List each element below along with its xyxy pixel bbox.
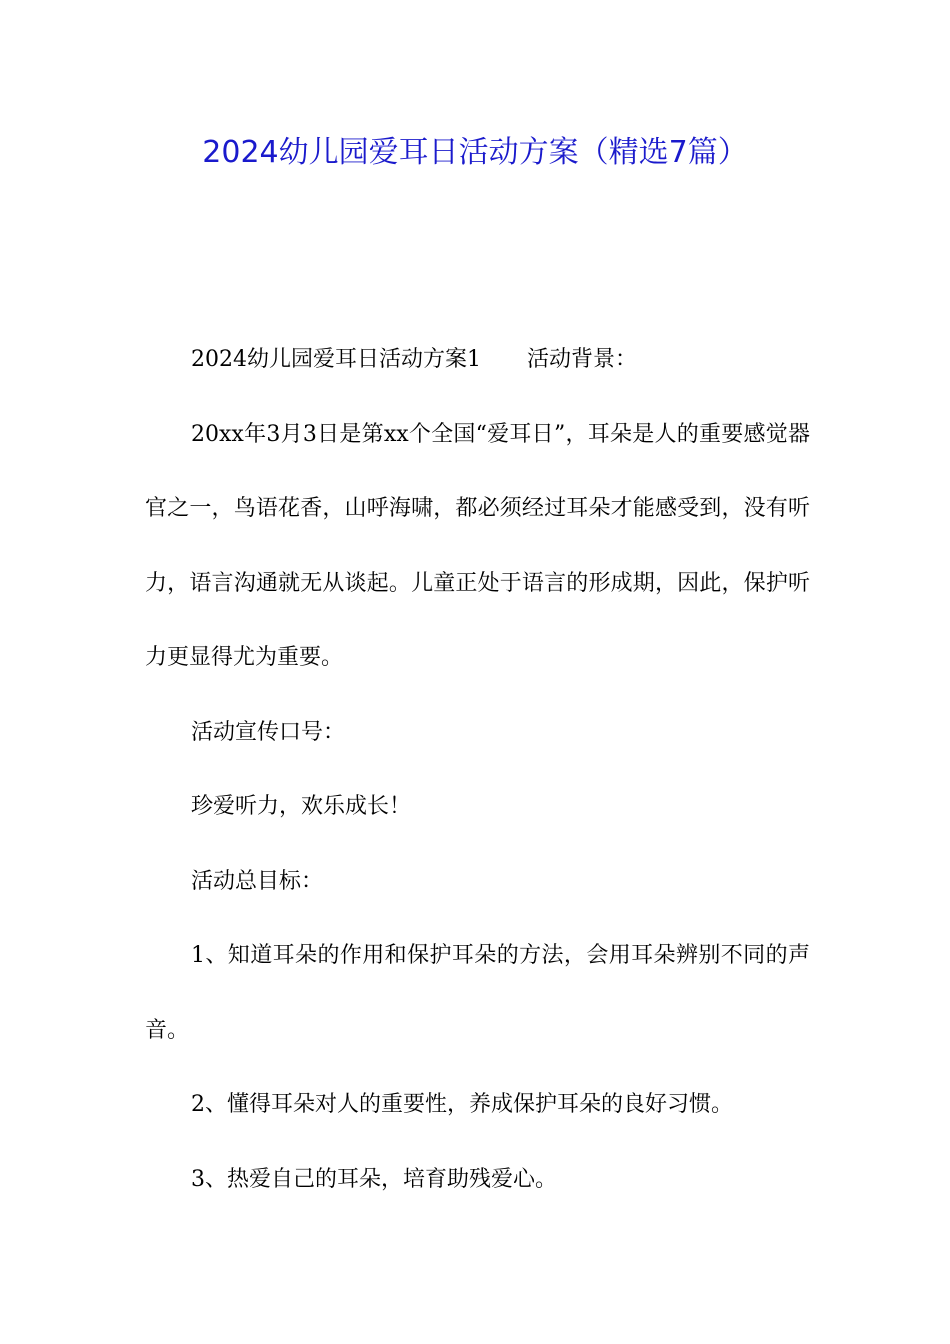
document-title: 2024幼儿园爱耳日活动方案（精选7篇）: [202, 135, 748, 170]
background-label: 活动背景：: [527, 347, 638, 372]
paragraph-plan-heading: [145, 323, 810, 398]
paragraph-slogan-label: 活动宣传口号：: [191, 719, 346, 745]
plan-heading: 2024幼儿园爱耳日活动方案1: [191, 347, 481, 372]
paragraph-goal-3: 3、热爱自己的耳朵，培育助残爱心。: [191, 1166, 557, 1192]
paragraph-background: 20xx年3月3日是第xx个全国“爱耳日”，耳朵是人的重要感觉器官之一，鸟语花香，山呼海啸，都必须经过耳朵才能感受到，没有听力，语言沟通就无从谈起。儿童正处于语言的形成期，因此，保护听力更显得尤为重要。: [145, 421, 810, 670]
document-body: [145, 323, 810, 1217]
paragraph-goals-label: 活动总目标：: [191, 868, 324, 894]
paragraph-goal-1: 1、知道耳朵的作用和保护耳朵的方法，会用耳朵辨别不同的声音。: [145, 943, 810, 1043]
paragraph-goal-2: 2、懂得耳朵对人的重要性，养成保护耳朵的良好习惯。: [191, 1092, 733, 1117]
paragraph-slogan: 珍爱听力，欢乐成长！: [191, 794, 412, 819]
